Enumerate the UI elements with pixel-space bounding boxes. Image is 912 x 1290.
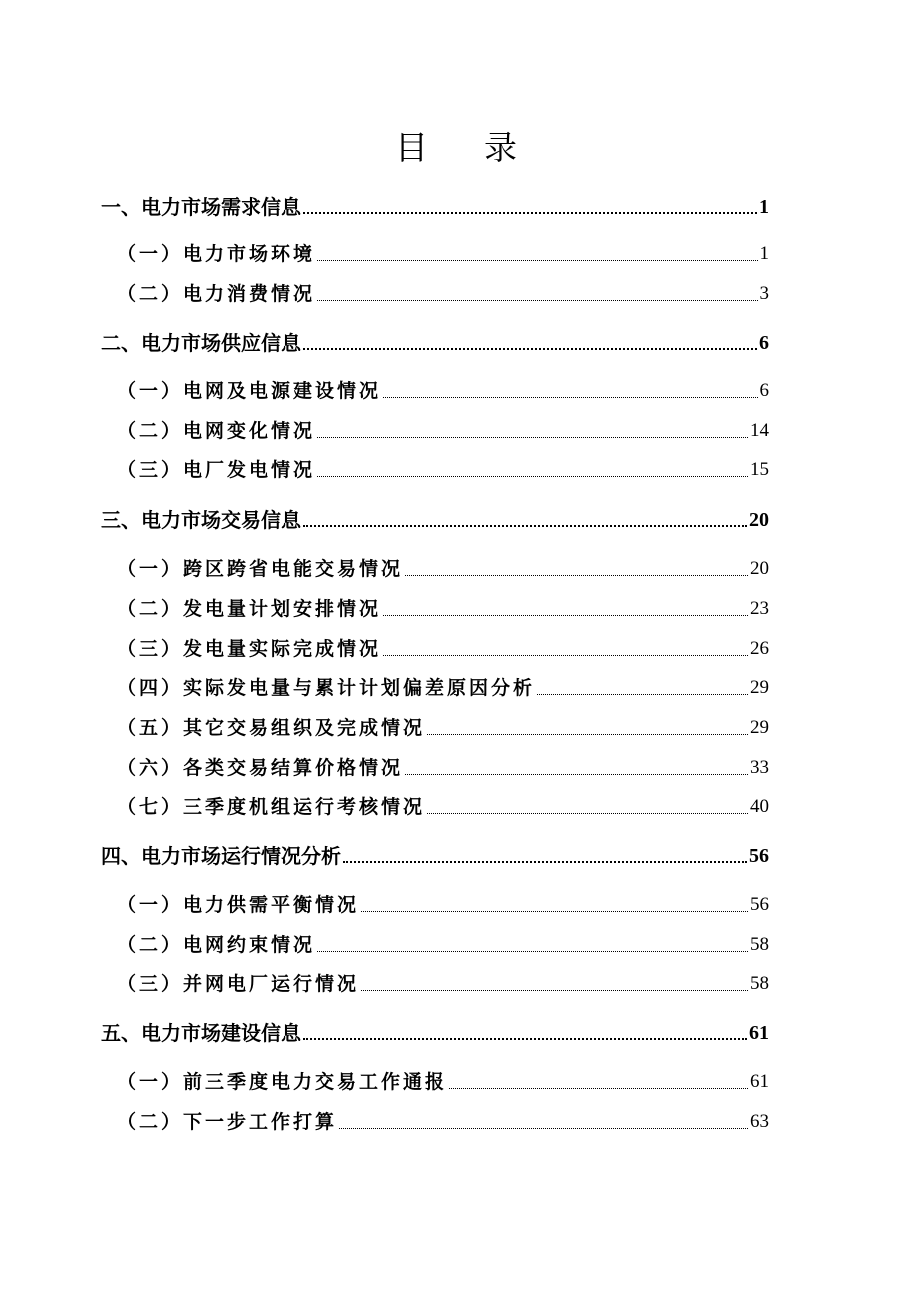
toc-subsection-entry[interactable] xyxy=(117,455,769,485)
dot-leader xyxy=(303,212,757,214)
toc-page-number: 61 xyxy=(750,1071,769,1092)
toc-page-number: 56 xyxy=(749,845,769,867)
toc-subsection-entry[interactable] xyxy=(117,279,769,309)
toc-subsection-entry[interactable] xyxy=(117,634,769,664)
dot-leader xyxy=(303,525,747,527)
toc-page-number: 3 xyxy=(759,283,769,304)
dot-leader xyxy=(383,615,748,616)
toc-subsection-entry[interactable] xyxy=(117,890,769,920)
dot-leader xyxy=(361,990,748,991)
dot-leader xyxy=(383,397,757,398)
toc-page-number: 40 xyxy=(750,796,769,817)
dot-leader xyxy=(317,260,757,261)
toc-page-number: 29 xyxy=(750,677,769,698)
toc-subsection-entry[interactable] xyxy=(117,930,769,960)
toc-page-number: 6 xyxy=(759,332,769,354)
toc-page-number: 15 xyxy=(750,459,769,480)
dot-leader xyxy=(303,1038,747,1040)
toc-subsection-entry[interactable] xyxy=(117,713,769,743)
dot-leader xyxy=(343,861,747,863)
dot-leader xyxy=(303,348,757,350)
toc-subsection-entry[interactable] xyxy=(117,594,769,624)
dot-leader xyxy=(361,911,748,912)
dot-leader xyxy=(427,813,748,814)
dot-leader xyxy=(449,1088,748,1089)
toc-page-number: 6 xyxy=(759,380,769,401)
toc-entry-label: （六）各类交易结算价格情况 xyxy=(117,757,404,779)
toc-page-number: 20 xyxy=(750,558,769,579)
toc-section-entry[interactable] xyxy=(101,192,769,222)
toc-subsection-entry[interactable] xyxy=(117,753,769,783)
toc-page-number: 61 xyxy=(749,1022,769,1044)
toc-page-number: 33 xyxy=(750,757,769,778)
toc-entry-label: （二）电力消费情况 xyxy=(117,283,316,305)
toc-subsection-entry[interactable] xyxy=(117,376,769,406)
toc-subsection-entry[interactable] xyxy=(117,239,769,269)
toc-entry-label: （二）下一步工作打算 xyxy=(117,1111,338,1133)
toc-section-entry[interactable] xyxy=(101,328,769,358)
toc-subsection-entry[interactable] xyxy=(117,1067,769,1097)
toc-subsection-entry[interactable] xyxy=(117,673,769,703)
toc-page-number: 23 xyxy=(750,598,769,619)
dot-leader xyxy=(405,774,748,775)
toc-page-number: 29 xyxy=(750,717,769,738)
title-char-2: 录 xyxy=(484,128,517,167)
toc-subsection-entry[interactable] xyxy=(117,554,769,584)
dot-leader xyxy=(537,694,748,695)
toc-page-number: 26 xyxy=(750,638,769,659)
toc-entry-label: 五、电力市场建设信息 xyxy=(101,1021,301,1045)
toc-entry-label: （五）其它交易组织及完成情况 xyxy=(117,717,426,739)
dot-leader xyxy=(405,575,748,576)
toc-subsection-entry[interactable] xyxy=(117,1107,769,1137)
dot-leader xyxy=(317,951,748,952)
toc-page-number: 58 xyxy=(750,973,769,994)
toc-section-entry[interactable] xyxy=(101,505,769,535)
toc-entry-label: 四、电力市场运行情况分析 xyxy=(101,844,341,868)
toc-page-number: 20 xyxy=(749,509,769,531)
toc-entry-label: （七）三季度机组运行考核情况 xyxy=(117,796,426,818)
toc-entry-label: （一）电网及电源建设情况 xyxy=(117,380,382,402)
dot-leader xyxy=(317,300,757,301)
toc-entry-label: （三）电厂发电情况 xyxy=(117,459,316,481)
toc-page-number: 14 xyxy=(750,420,769,441)
toc-entry-label: 一、电力市场需求信息 xyxy=(101,195,301,219)
dot-leader xyxy=(427,734,748,735)
toc-entry-label: 二、电力市场供应信息 xyxy=(101,331,301,355)
toc-entry-label: （一）电力市场环境 xyxy=(117,243,316,265)
toc-section-entry[interactable] xyxy=(101,841,769,871)
toc-entry-label: 三、电力市场交易信息 xyxy=(101,508,301,532)
toc-entry-label: （四）实际发电量与累计计划偏差原因分析 xyxy=(117,677,536,699)
toc-subsection-entry[interactable] xyxy=(117,792,769,822)
toc-page-number: 56 xyxy=(750,894,769,915)
toc-entry-label: （二）发电量计划安排情况 xyxy=(117,598,382,620)
toc-page-number: 58 xyxy=(750,934,769,955)
dot-leader xyxy=(383,655,748,656)
toc-entry-label: （一）电力供需平衡情况 xyxy=(117,894,360,916)
page-title xyxy=(0,126,912,170)
toc-entry-label: （一）前三季度电力交易工作通报 xyxy=(117,1071,448,1093)
toc-page-number: 63 xyxy=(750,1111,769,1132)
dot-leader xyxy=(317,437,748,438)
dot-leader xyxy=(339,1128,748,1129)
toc-entry-label: （三）发电量实际完成情况 xyxy=(117,638,382,660)
toc-page-number: 1 xyxy=(759,243,769,264)
toc-entry-label: （一）跨区跨省电能交易情况 xyxy=(117,558,404,580)
dot-leader xyxy=(317,476,748,477)
toc-page-number: 1 xyxy=(759,196,769,218)
toc-entry-label: （二）电网约束情况 xyxy=(117,934,316,956)
toc-entry-label: （二）电网变化情况 xyxy=(117,420,316,442)
toc-section-entry[interactable] xyxy=(101,1018,769,1048)
toc-entry-label: （三）并网电厂运行情况 xyxy=(117,973,360,995)
toc-subsection-entry[interactable] xyxy=(117,416,769,446)
toc-subsection-entry[interactable] xyxy=(117,969,769,999)
title-char-1: 目 xyxy=(395,128,428,167)
